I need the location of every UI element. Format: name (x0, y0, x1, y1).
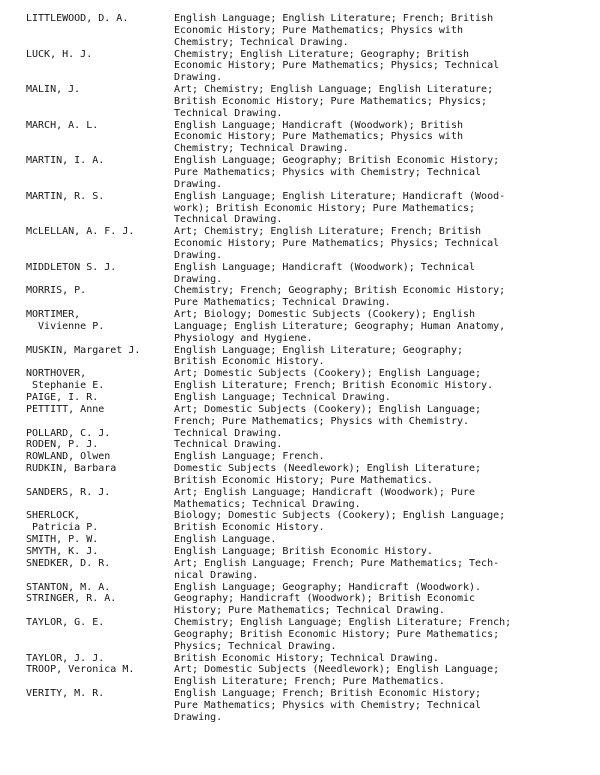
candidate-name (26, 226, 174, 238)
subject-line: British Economic History. (174, 356, 325, 368)
candidate-name-line: McLELLAN, A. F. J. (26, 226, 135, 238)
subject-line: British Economic History; Technical Drawing. (174, 652, 439, 664)
list-item (26, 226, 590, 262)
candidate-name (26, 439, 174, 451)
subject-line: Geography; British Economic History; Pure Mathematics; (174, 628, 500, 640)
subject-list (174, 617, 588, 653)
subject-line: Art; Domestic Subjects (Cookery); English Language; (174, 403, 482, 415)
subject-list (174, 368, 588, 392)
candidate-name (26, 13, 174, 25)
subject-line: Drawing. (174, 273, 223, 285)
subject-list (174, 510, 588, 534)
list-item (26, 558, 590, 582)
candidate-name-line: ROWLAND, Olwen (26, 451, 111, 463)
subject-line: Geography; Handicraft (Woodwork); British Economic (174, 593, 476, 605)
subject-list (174, 546, 588, 558)
candidate-name-line: MARTIN, I. A. (26, 155, 105, 167)
candidate-name (26, 582, 174, 594)
list-item (26, 439, 590, 451)
subject-line: English Language. (174, 534, 277, 546)
list-item (26, 534, 590, 546)
subject-line: Art; Domestic Subjects (Needlework); English Language; (174, 664, 500, 676)
list-item (26, 191, 590, 227)
list-item (26, 155, 590, 191)
candidate-name-line: LITTLEWOOD, D. A. (26, 13, 129, 24)
subject-list (174, 191, 588, 227)
subject-line: work); British Economic History; Pure Mathematics; (174, 202, 476, 214)
subject-line: English Language; British Economic History. (174, 545, 433, 557)
list-item (26, 653, 590, 665)
subject-line: Economic History; Pure Mathematics; Physics with (174, 24, 463, 36)
subject-line: Drawing. (174, 249, 223, 261)
candidate-name-line: MORTIMER, (26, 309, 81, 321)
candidate-name-line: SMYTH, K. J. (26, 545, 99, 557)
list-item (26, 285, 590, 309)
subject-line: English Language; English Literature; Geography; (174, 344, 463, 356)
subject-list (174, 688, 588, 724)
candidate-name (26, 392, 174, 404)
subject-list (174, 593, 588, 617)
candidate-name (26, 510, 174, 534)
subject-line: English Language; Geography; British Economic History; (174, 155, 500, 167)
subject-line: nical Drawing. (174, 569, 259, 581)
candidate-name (26, 120, 174, 132)
subject-line: English Literature; French; Pure Mathematics. (174, 676, 445, 688)
subject-list (174, 463, 588, 487)
candidate-name (26, 558, 174, 570)
subject-line: English Language; Technical Drawing. (174, 392, 391, 403)
subject-list (174, 451, 588, 463)
subject-line: English Language; English Literature; Handicraft (Wood- (174, 190, 506, 202)
subject-line: British Economic History; Pure Mathematics. (174, 474, 433, 486)
list-item (26, 546, 590, 558)
candidate-name (26, 49, 174, 61)
subject-list (174, 226, 588, 262)
subject-line: English Language; English Literature; French; British (174, 13, 494, 24)
subject-list (174, 155, 588, 191)
candidate-name-line: PAIGE, I. R. (26, 392, 99, 403)
candidate-name-line: MORRIS, P. (26, 285, 87, 297)
candidate-name (26, 428, 174, 440)
subject-line: English Literature; French; British Economic History. (174, 380, 494, 392)
subject-list (174, 392, 588, 404)
candidate-name (26, 285, 174, 297)
list-item (26, 345, 590, 369)
subject-line: Chemistry; Technical Drawing. (174, 36, 349, 48)
candidate-name (26, 404, 174, 416)
subject-list (174, 487, 588, 511)
subject-list (174, 582, 588, 594)
subject-line: Drawing. (174, 72, 223, 84)
subject-line: Pure Mathematics; Technical Drawing. (174, 297, 391, 309)
candidate-name-line: STANTON, M. A. (26, 581, 111, 593)
candidate-name (26, 368, 174, 392)
candidate-name-line: MARCH, A. L. (26, 119, 99, 131)
subject-line: Drawing. (174, 711, 223, 723)
subject-line: Technical Drawing. (174, 427, 283, 439)
subject-line: Technical Drawing. (174, 107, 283, 119)
list-item (26, 451, 590, 463)
subject-line: Pure Mathematics; Physics with Chemistry; Technical (174, 166, 482, 178)
subject-list (174, 534, 588, 546)
subject-line: Chemistry; English Language; English Literature; French; (174, 617, 512, 629)
candidate-name (26, 84, 174, 96)
subject-line: Chemistry; Technical Drawing. (174, 143, 349, 155)
subject-line: Technical Drawing. (174, 439, 283, 451)
subject-list (174, 49, 588, 85)
list-item (26, 487, 590, 511)
subject-line: French; Pure Mathematics; Physics with Chemistry. (174, 415, 470, 427)
candidate-name (26, 664, 174, 676)
subject-line: Physiology and Hygiene. (174, 332, 313, 344)
subject-line: Biology; Domestic Subjects (Cookery); English Language; (174, 510, 506, 522)
subject-list (174, 439, 588, 451)
list-item (26, 368, 590, 392)
subject-line: Art; Biology; Domestic Subjects (Cookery); English (174, 309, 476, 321)
list-item (26, 120, 590, 156)
subject-line: English Language; French. (174, 451, 325, 463)
subject-line: Economic History; Pure Mathematics; Physics; Technical (174, 238, 500, 250)
subject-list (174, 653, 588, 665)
subject-line: Economic History; Pure Mathematics; Physics; Technical (174, 60, 500, 72)
list-item (26, 463, 590, 487)
candidate-name-line: SMITH, P. W. (26, 534, 99, 546)
list-item (26, 617, 590, 653)
list-item (26, 510, 590, 534)
candidate-name (26, 546, 174, 558)
subject-line: Art; Chemistry; English Literature; French; British (174, 226, 482, 238)
candidate-name (26, 309, 174, 333)
subject-list (174, 404, 588, 428)
list-item (26, 688, 590, 724)
subject-list (174, 84, 588, 120)
candidate-name (26, 262, 174, 274)
list-item (26, 13, 590, 49)
candidate-name-line: TAYLOR, G. E. (26, 617, 105, 629)
candidate-name-line: STRINGER, R. A. (26, 593, 117, 605)
subject-line: Physics; Technical Drawing. (174, 640, 337, 652)
subject-list (174, 285, 588, 309)
subject-line: British Economic History; Pure Mathematics; Physics; (174, 95, 488, 107)
candidate-name-line: MALIN, J. (26, 84, 81, 96)
subject-line: Art; English Language; French; Pure Mathematics; Tech- (174, 557, 500, 569)
subject-line: Art; Chemistry; English Language; English Literature; (174, 84, 494, 96)
list-item (26, 664, 590, 688)
subject-list (174, 345, 588, 369)
candidate-name (26, 617, 174, 629)
candidate-name-line: PETTITT, Anne (26, 403, 105, 415)
candidate-name-line: RODEN, P. J. (26, 439, 99, 451)
candidate-name-line: TAYLOR, J. J. (26, 652, 105, 664)
subject-line: Art; English Language; Handicraft (Woodwork); Pure (174, 486, 476, 498)
subject-list (174, 120, 588, 156)
list-item (26, 309, 590, 345)
subject-line: Art; Domestic Subjects (Cookery); English Language; (174, 368, 482, 380)
candidate-name-line: Patricia P. (26, 522, 99, 534)
subject-line: Pure Mathematics; Physics with Chemistry; Technical (174, 699, 482, 711)
subject-line: Language; English Literature; Geography; Human Anatomy, (174, 320, 506, 332)
candidate-list (26, 13, 590, 724)
candidate-name-line: NORTHOVER, (26, 368, 87, 380)
list-item (26, 582, 590, 594)
subject-line: English Language; Geography; Handicraft (Woodwork). (174, 581, 482, 593)
subject-line: Domestic Subjects (Needlework); English Literature; (174, 463, 482, 475)
subject-line: Economic History; Pure Mathematics; Physics with (174, 131, 463, 143)
list-item (26, 84, 590, 120)
candidate-name (26, 463, 174, 475)
subject-line: Chemistry; English Literature; Geography; British (174, 48, 470, 60)
subject-line: Drawing. (174, 178, 223, 190)
candidate-name-line: POLLARD, C. J. (26, 427, 111, 439)
list-item (26, 428, 590, 440)
subject-list (174, 13, 588, 49)
candidate-name-line: SHERLOCK, (26, 510, 81, 522)
subject-line: English Language; Handicraft (Woodwork); British (174, 119, 463, 131)
candidate-name-line: RUDKIN, Barbara (26, 463, 117, 475)
candidate-name (26, 534, 174, 546)
list-item (26, 404, 590, 428)
subject-list (174, 558, 588, 582)
subject-line: British Economic History. (174, 522, 325, 534)
candidate-name-line: Vivienne P. (26, 320, 105, 332)
subject-list (174, 428, 588, 440)
list-item (26, 262, 590, 286)
candidate-name (26, 191, 174, 203)
subject-line: English Language; Handicraft (Woodwork); Technical (174, 261, 476, 273)
candidate-name-line: SANDERS, R. J. (26, 486, 111, 498)
candidate-name (26, 155, 174, 167)
candidate-name (26, 487, 174, 499)
candidate-name-line: SNEDKER, D. R. (26, 557, 111, 569)
candidate-name-line: LUCK, H. J. (26, 48, 93, 60)
subject-line: History; Pure Mathematics; Technical Drawing. (174, 605, 445, 617)
list-item (26, 593, 590, 617)
candidate-name-line: Stephanie E. (26, 380, 105, 392)
candidate-name (26, 593, 174, 605)
subject-list (174, 664, 588, 688)
candidate-name-line: MIDDLETON S. J. (26, 261, 117, 273)
subject-line: Technical Drawing. (174, 214, 283, 226)
list-item (26, 49, 590, 85)
candidate-name (26, 345, 174, 357)
list-item (26, 392, 590, 404)
candidate-name-line: MARTIN, R. S. (26, 190, 105, 202)
subject-line: English Language; French; British Economic History; (174, 688, 482, 700)
subject-line: Chemistry; French; Geography; British Economic History; (174, 285, 506, 297)
candidate-name-line: TROOP, Veronica M. (26, 664, 135, 676)
candidate-name (26, 451, 174, 463)
subject-line: Mathematics; Technical Drawing. (174, 498, 361, 510)
subject-list (174, 309, 588, 345)
subject-list (174, 262, 588, 286)
candidate-name (26, 688, 174, 700)
candidate-name-line: MUSKIN, Margaret J. (26, 344, 141, 356)
candidate-name (26, 653, 174, 665)
candidate-name-line: VERITY, M. R. (26, 688, 105, 700)
